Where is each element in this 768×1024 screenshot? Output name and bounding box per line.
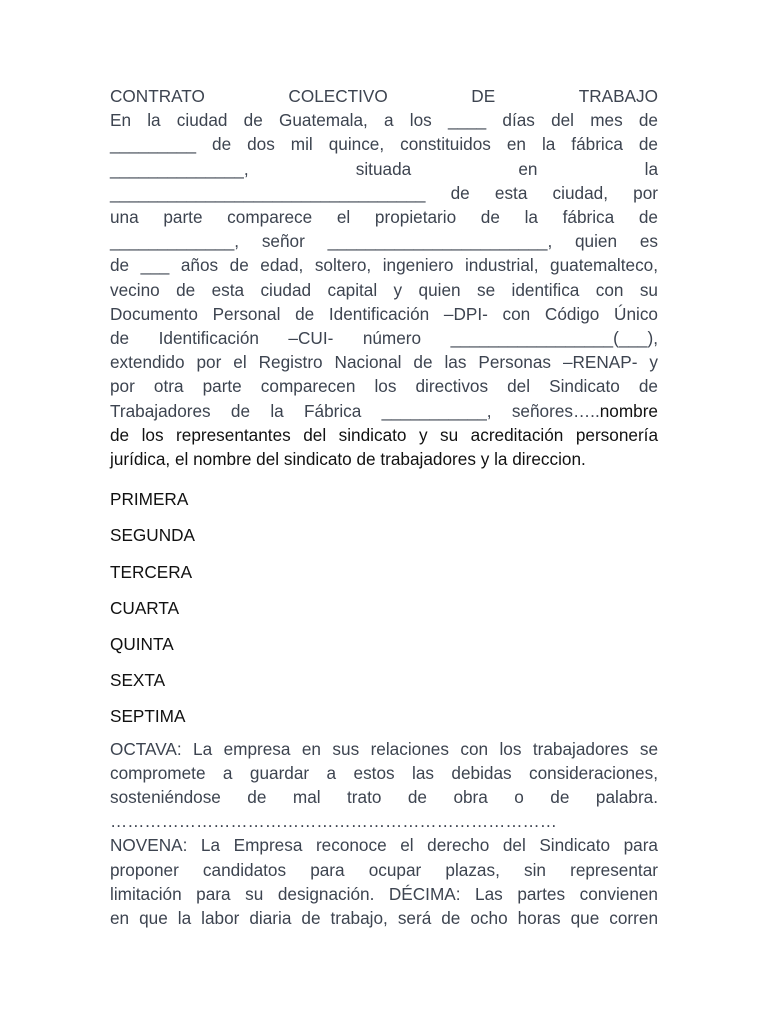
paragraph-line: sosteniéndose de mal trato de obra o de palabra.	[110, 786, 658, 807]
paragraph-line: compromete a guardar a estos las debidas consideraciones,	[110, 762, 658, 783]
paragraph-line: Documento Personal de Identificación –DPI- con Código Único	[110, 303, 658, 324]
document-page	[110, 84, 658, 930]
paragraph-line: ______________, situada en la	[110, 158, 658, 179]
clause-heading: SEPTIMA	[110, 706, 186, 727]
clause-heading: SEGUNDA	[110, 525, 195, 546]
clause-heading: SEXTA	[110, 670, 166, 691]
title-word: CONTRATO	[110, 86, 205, 106]
document-title	[110, 84, 658, 108]
paragraph-line: NOVENA: La Empresa reconoce el derecho del Sindicato para	[110, 835, 658, 856]
title-word: TRABAJO	[578, 86, 658, 106]
paragraph-line: _____________, señor _______________________, quien es	[110, 231, 658, 252]
placeholder-note: nombre	[599, 400, 658, 421]
intro-paragraph	[110, 108, 658, 471]
clause-headings	[110, 481, 658, 734]
paragraph-line: vecino de esta ciudad capital y quien se identifica con su	[110, 279, 658, 300]
clause-heading: QUINTA	[110, 634, 174, 654]
clause-heading: PRIMERA	[110, 489, 189, 510]
title-word: DE	[471, 86, 496, 106]
paragraph-line-mixed	[110, 399, 658, 423]
placeholder-note-line: de los representantes del sindicato y su acreditación personería	[110, 424, 658, 445]
paragraph-line: de ___ años de edad, soltero, ingeniero industrial, guatemalteco,	[110, 255, 658, 276]
title-word: COLECTIVO	[288, 86, 388, 106]
paragraph-line: En la ciudad de Guatemala, a los ____ días del mes de	[110, 110, 658, 131]
paragraph-line: una parte comparece el propietario de la fábrica de	[110, 207, 658, 228]
paragraph-line: en que la labor diaria de trabajo, será de ocho horas que corren	[110, 907, 658, 928]
paragraph-line: OCTAVA: La empresa en sus relaciones con los trabajadores se	[110, 738, 658, 759]
signatories-text: Trabajadores de la Fábrica ___________, señores…..	[110, 400, 600, 421]
paragraph-line: _________________________________ de esta ciudad, por	[110, 182, 658, 203]
placeholder-note-line: jurídica, el nombre del sindicato de trabajadores y la direccion.	[110, 449, 586, 470]
paragraph-line: de Identificación –CUI- número _________________(___),	[110, 328, 658, 349]
paragraph-line: extendido por el Registro Nacional de las Personas –RENAP- y	[110, 352, 658, 373]
paragraph-line: limitación para su designación. DÉCIMA: Las partes convienen	[110, 883, 658, 904]
paragraph-line: por otra parte comparecen los directivos del Sindicato de	[110, 376, 658, 397]
paragraph-line: _________ de dos mil quince, constituidos en la fábrica de	[110, 134, 658, 155]
clause-heading: CUARTA	[110, 597, 180, 618]
paragraph-line: proponer candidatos para ocupar plazas, sin representar	[110, 859, 658, 880]
clause-heading: TERCERA	[110, 561, 193, 582]
closing-paragraph	[110, 737, 658, 931]
dotted-filler-line: ……………………………………………………………………	[110, 811, 557, 832]
